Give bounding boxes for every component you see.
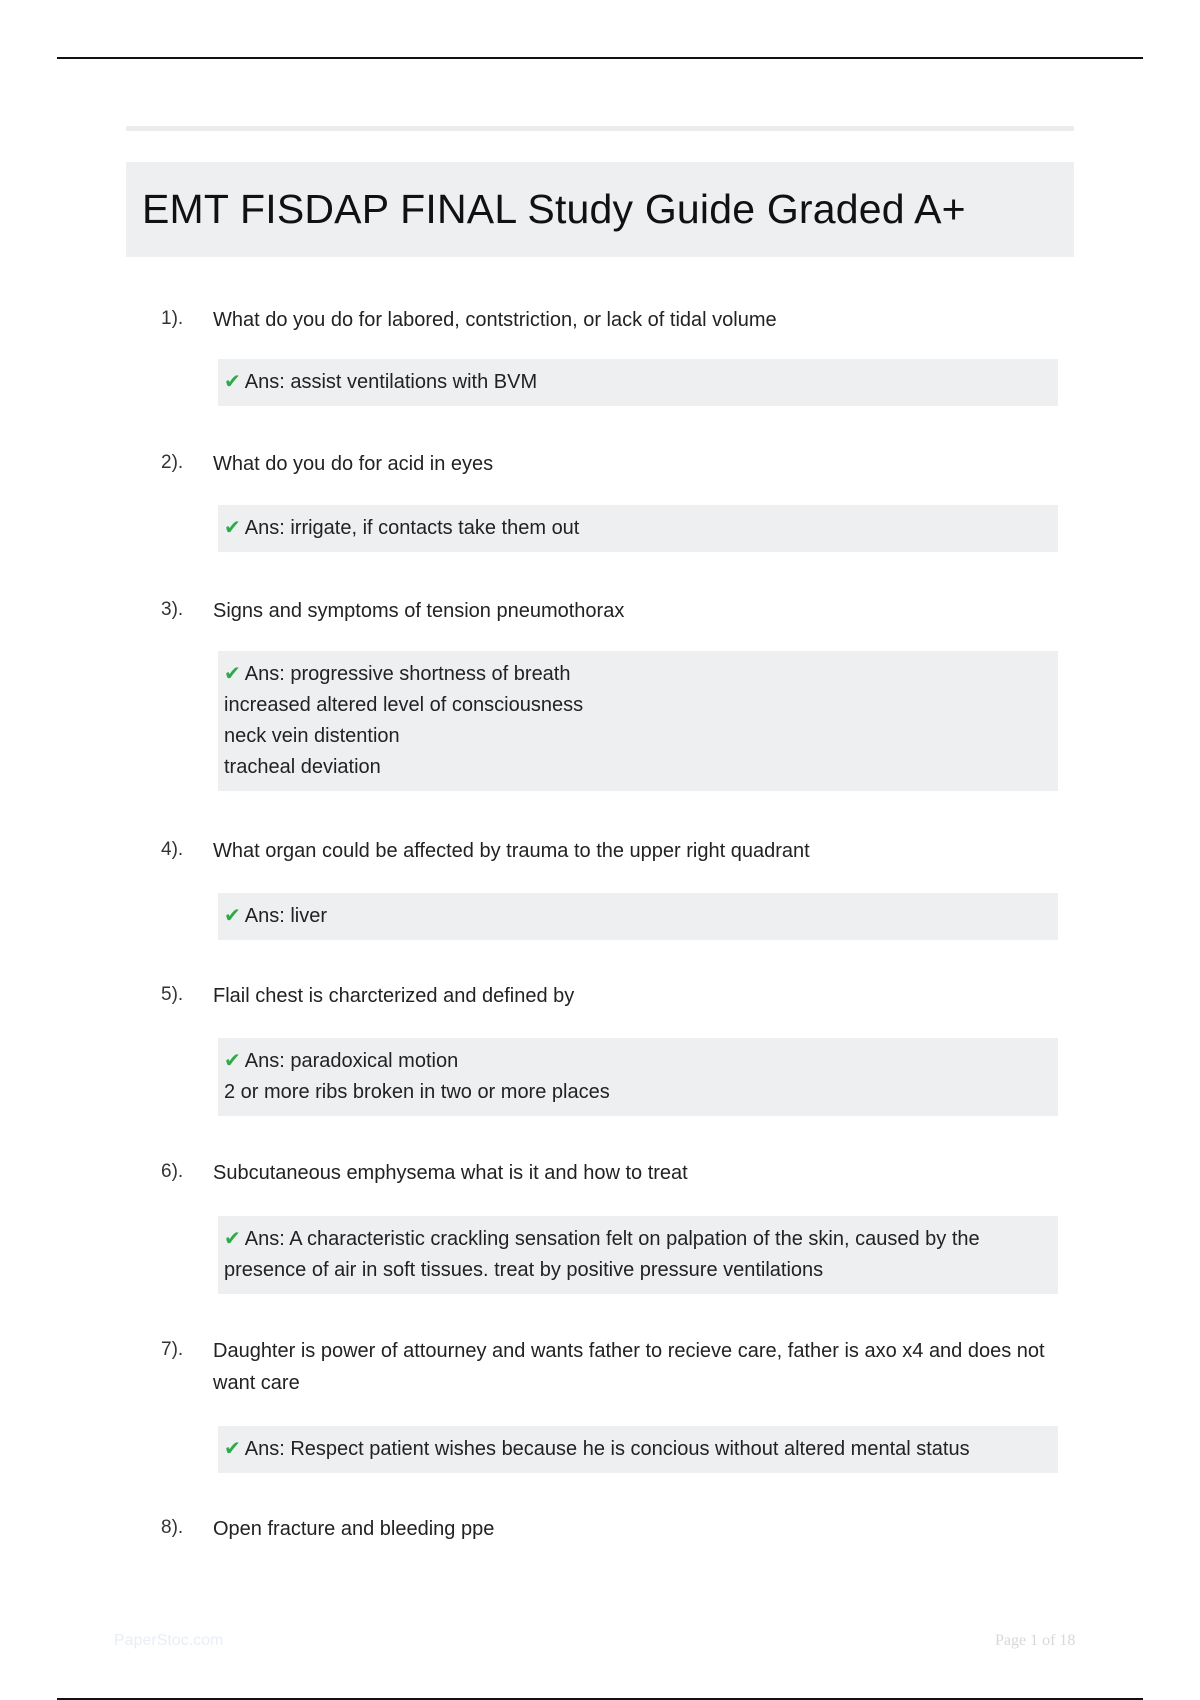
answer-text: Ans: assist ventilations with BVM (244, 371, 538, 393)
answer-text: Ans: liver (244, 905, 328, 927)
question-number: 5). (161, 984, 184, 1005)
checkmark-icon: ✔ (224, 1438, 241, 1460)
page-number: Page 1 of 18 (995, 1632, 1076, 1649)
checkmark-icon: ✔ (224, 905, 241, 927)
top-rule (57, 57, 1143, 59)
question-number: 7). (161, 1339, 184, 1360)
header-divider (126, 126, 1074, 131)
watermark: PaperStoc.com (114, 1632, 224, 1649)
answer-text: presence of air in soft tissues. treat by positive pressure ventilations (224, 1259, 824, 1281)
answer-text: Ans: A characteristic crackling sensation felt on palpation of the skin, caused by the (244, 1228, 980, 1250)
question-number: 6). (161, 1161, 184, 1182)
checkmark-icon: ✔ (224, 1228, 241, 1250)
checkmark-icon: ✔ (224, 517, 241, 539)
checkmark-icon: ✔ (224, 1050, 241, 1072)
answer-box (218, 1038, 1058, 1116)
answer-box (218, 651, 1058, 791)
title-banner (126, 162, 1074, 257)
question-text: Signs and symptoms of tension pneumothorax (213, 600, 625, 622)
answer-text: increased altered level of consciousness (224, 694, 584, 716)
question-text: Subcutaneous emphysema what is it and how to treat (213, 1162, 688, 1184)
answer-box (218, 893, 1058, 940)
answer-text: Ans: irrigate, if contacts take them out (244, 517, 580, 539)
question-text: Flail chest is charcterized and defined by (213, 985, 575, 1007)
question-number: 2). (161, 452, 184, 473)
answer-box (218, 505, 1058, 552)
question-number: 3). (161, 599, 184, 620)
answer-text: tracheal deviation (224, 756, 381, 778)
question-number: 4). (161, 839, 184, 860)
answer-box (218, 1426, 1058, 1473)
question-text: What organ could be affected by trauma to the upper right quadrant (213, 840, 810, 862)
answer-box (218, 1216, 1058, 1294)
question-text: What do you do for acid in eyes (213, 453, 494, 475)
question-number: 8). (161, 1517, 184, 1538)
page-title: EMT FISDAP FINAL Study Guide Graded A+ (142, 186, 966, 232)
question-text: Open fracture and bleeding ppe (213, 1518, 495, 1540)
answer-text: Ans: paradoxical motion (244, 1050, 459, 1072)
checkmark-icon: ✔ (224, 663, 241, 685)
question-text: Daughter is power of attourney and wants father to recieve care, father is axo x4 and does not want care (213, 1340, 1045, 1394)
answer-box (218, 359, 1058, 406)
answer-text: Ans: progressive shortness of breath (244, 663, 571, 685)
question-text: What do you do for labored, contstriction, or lack of tidal volume (213, 309, 777, 331)
question-number: 1). (161, 308, 184, 329)
answer-text: neck vein distention (224, 725, 400, 747)
checkmark-icon: ✔ (224, 371, 241, 393)
answer-text: 2 or more ribs broken in two or more places (224, 1081, 610, 1103)
answer-text: Ans: Respect patient wishes because he is concious without altered mental status (244, 1438, 970, 1460)
